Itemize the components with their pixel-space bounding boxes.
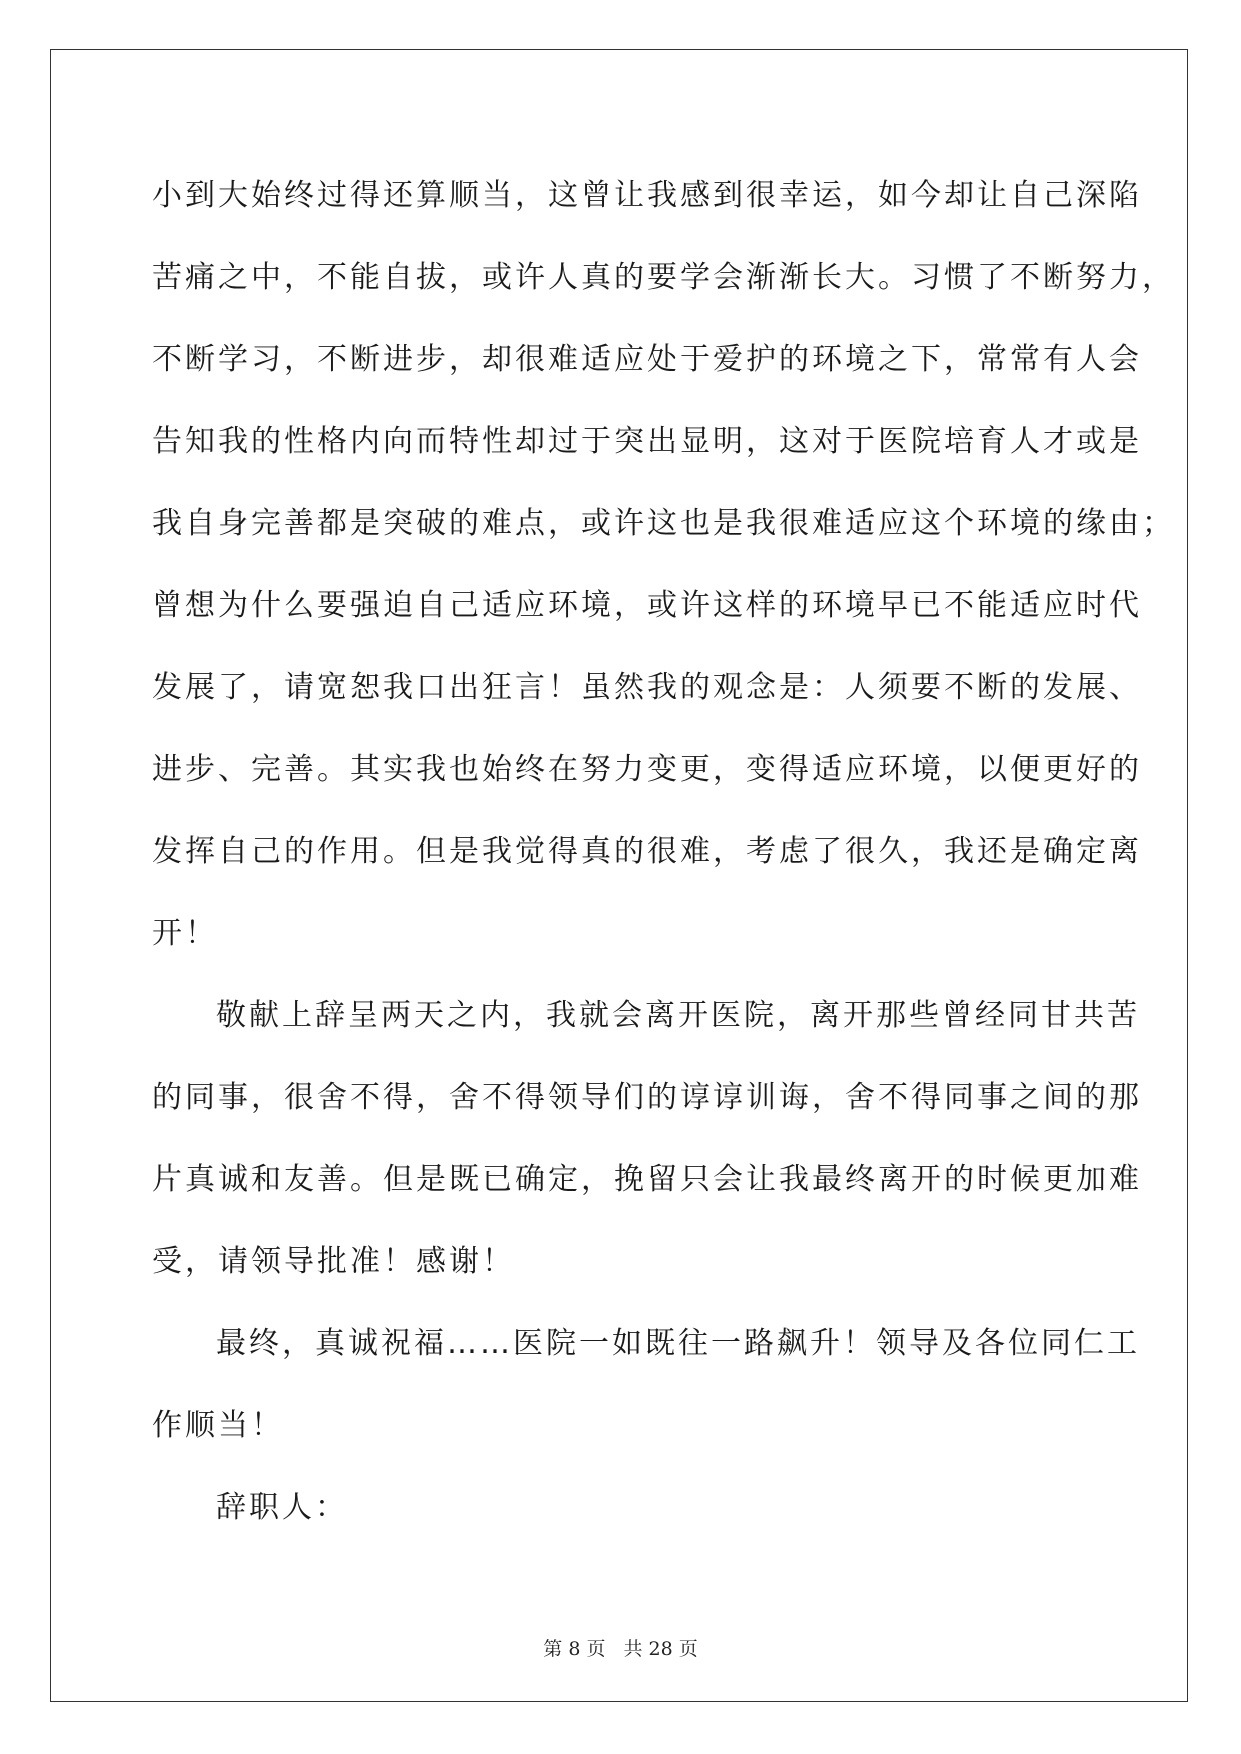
text-line: 告知我的性格内向而特性却过于突出显明，这对于医院培育人才或是 bbox=[152, 424, 1142, 459]
text-line: 苦痛之中，不能自拔，或许人真的要学会渐渐长大。习惯了不断努力， bbox=[152, 260, 1175, 295]
text-line: 不断学习，不断进步，却很难适应处于爱护的环境之下，常常有人会 bbox=[152, 342, 1142, 377]
text-line: 受，请领导批准！感谢！ bbox=[152, 1244, 515, 1279]
total-pages: 共 28 页 bbox=[623, 1638, 698, 1660]
page-number: 第 8 页 bbox=[543, 1638, 606, 1660]
text-line: 发展了，请宽恕我口出狂言！虽然我的观念是：人须要不断的发展、 bbox=[152, 670, 1142, 705]
text-line: 发挥自己的作用。但是我觉得真的很难，考虑了很久，我还是确定离 bbox=[152, 834, 1142, 869]
paragraph-start-line: 最终，真诚祝福……医院一如既往一路飙升！领导及各位同仁工 bbox=[216, 1326, 1140, 1361]
paragraph-start-line: 敬献上辞呈两天之内，我就会离开医院，离开那些曾经同甘共苦 bbox=[216, 998, 1140, 1033]
text-line: 开！ bbox=[152, 916, 218, 951]
text-line: 曾想为什么要强迫自己适应环境，或许这样的环境早已不能适应时代 bbox=[152, 588, 1142, 623]
text-line: 的同事，很舍不得，舍不得领导们的谆谆训诲，舍不得同事之间的那 bbox=[152, 1080, 1142, 1115]
text-line: 作顺当！ bbox=[152, 1408, 284, 1443]
text-line: 小到大始终过得还算顺当，这曾让我感到很幸运，如今却让自己深陷 bbox=[152, 178, 1142, 213]
text-line: 进步、完善。其实我也始终在努力变更，变得适应环境，以便更好的 bbox=[152, 752, 1142, 787]
page-footer bbox=[0, 1634, 1241, 1661]
text-line: 片真诚和友善。但是既已确定，挽留只会让我最终离开的时候更加难 bbox=[152, 1162, 1142, 1197]
text-line: 我自身完善都是突破的难点，或许这也是我很难适应这个环境的缘由； bbox=[152, 506, 1175, 541]
letter-body bbox=[152, 166, 1175, 1560]
signature-label: 辞职人： bbox=[216, 1490, 348, 1525]
